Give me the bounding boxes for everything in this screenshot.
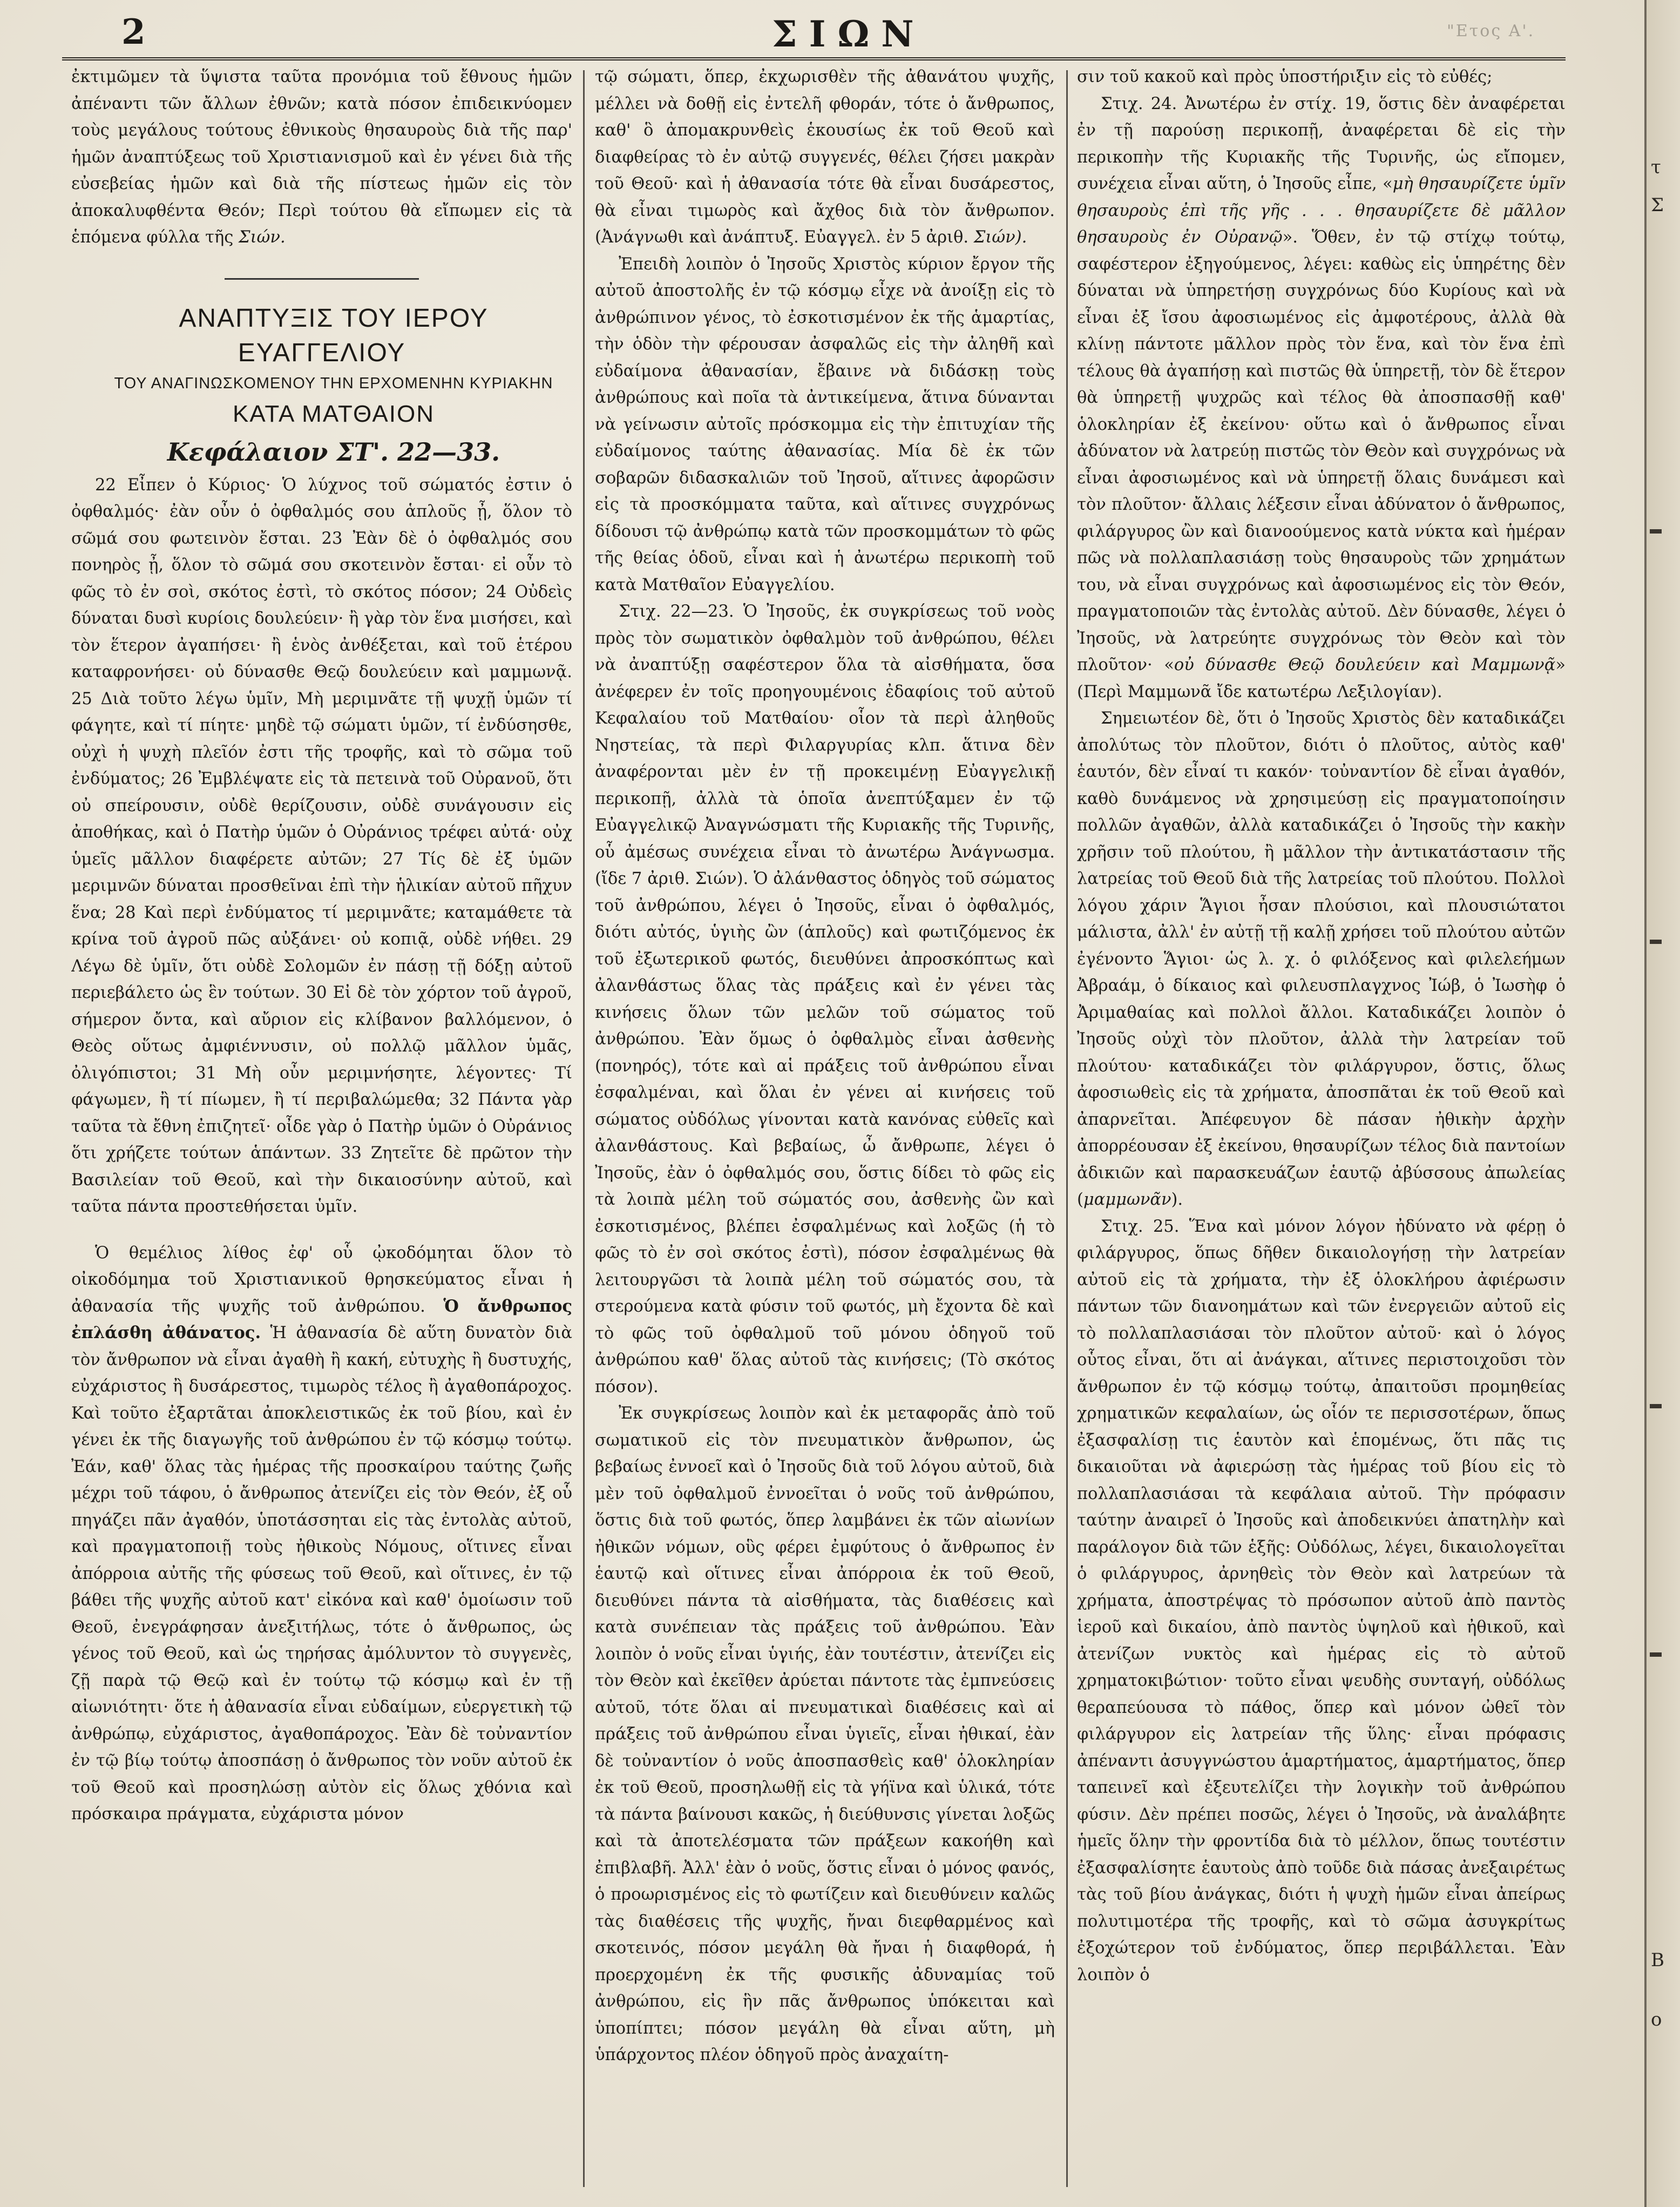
column-3 <box>1077 64 1566 2170</box>
col3-quote-2: οὐ δύνασθε Θεῷ δουλεύειν καὶ Μαμμωνᾷ <box>1174 656 1556 674</box>
col3-paragraph-b <box>1077 91 1566 706</box>
edge-mark-3 <box>1650 1404 1662 1408</box>
column-divider-2 <box>1066 70 1068 2187</box>
col3-text-c-end: ). <box>1171 1190 1183 1209</box>
intro-paragraph <box>71 64 572 251</box>
column-2 <box>595 64 1055 2170</box>
edge-fragment-2: Σ <box>1651 194 1664 216</box>
commentary-emphasis: Ὁ ἄνθρωπος ἐπλάσθη ἀθάνατος. <box>71 1296 572 1342</box>
scripture-verses: 22 Εἶπεν ὁ Κύριος· Ὁ λύχνος τοῦ σώματός ἐστιν ὁ ὀφθαλμός· ἐὰν οὖν ὁ ὀφθαλμός σου ἁπλοῦς ᾖ, ὅλον τὸ σῶμά σου φωτεινὸν ἔσται. 23 Ἐὰν δὲ ὁ ὀφθαλμός σου πονηρὸς ᾖ, ὅλον τὸ σῶμά σου σκοτεινὸν ἔσται· εἰ οὖν τὸ φῶς τὸ ἐν σοὶ, σκότος ἐστὶ, τὸ σκότος πόσον; 24 Οὐδεὶς δύναται δυσὶ κυρίοις δουλεύειν· ἢ γὰρ τὸν ἕνα μισήσει, καὶ τὸν ἕτερον ἀγαπήσει· ἢ ἑνὸς ἀνθέξεται, καὶ τοῦ ἑτέρου καταφρονήσει· οὐ δύνασθε Θεῷ δουλεύειν καὶ μαμμωνᾷ. 25 Διὰ τοῦτο λέγω ὑμῖν, Μὴ μεριμνᾶτε τῇ ψυχῇ ὑμῶν τί φάγητε, καὶ τί πίητε· μηδὲ τῷ σώματι ὑμῶν, τί ἐνδύσησθε, οὐχὶ ἡ ψυχὴ πλεῖόν ἐστι τῆς τροφῆς, καὶ τὸ σῶμα τοῦ ἐνδύματος; 26 Ἐμβλέψατε εἰς τὰ πετεινὰ τοῦ Οὐρανοῦ, ὅτι οὐ σπείρουσιν, οὐδὲ θερίζουσιν, οὐδὲ συνάγουσιν εἰς ἀποθήκας, καὶ ὁ Πατὴρ ὑμῶν ὁ Οὐράνιος τρέφει αὐτά· οὐχ ὑμεῖς μᾶλλον διαφέρετε αὐτῶν; 27 Τίς δὲ ἐξ ὑμῶν μεριμνῶν δύναται προσθεῖναι ἐπὶ τὴν ἡλικίαν αὐτοῦ πῆχυν ἕνα; 28 Καὶ περὶ ἐνδύματος τί μεριμνᾶτε; καταμάθετε τὰ κρίνα τοῦ ἀγροῦ πῶς αὐξάνει· οὐ κοπιᾷ, οὐδὲ νήθει. 29 Λέγω δὲ ὑμῖν, ὅτι οὐδὲ Σολομῶν ἐν πάσῃ τῇ δόξῃ αὐτοῦ περιεβάλετο ὡς ἓν τούτων. 30 Εἰ δὲ τὸν χόρτον τοῦ ἀγροῦ, σήμερον ὄντα, καὶ αὔριον εἰς κλίβανον βαλλόμενον, ὁ Θεὸς οὕτως ἀμφιέννυσιν, οὐ πολλῷ μᾶλλον ὑμᾶς, ὀλιγόπιστοι; 31 Μὴ οὖν μεριμνήσητε, λέγοντες· Τί φάγωμεν, ἢ τί πίωμεν, ἢ τί περιβαλώμεθα; 32 Πάντα γὰρ ταῦτα τὰ ἔθνη ἐπιζητεῖ· οἶδε γὰρ ὁ Πατὴρ ὑμῶν ὁ Οὐράνιος ὅτι χρήζετε τούτων ἁπάντων. 33 Ζητεῖτε δὲ πρῶτον τὴν Βασιλείαν τοῦ Θεοῦ, καὶ τὴν δικαιοσύνην αὐτοῦ, καὶ ταῦτα πάντα προστεθήσεται ὑμῖν. <box>71 475 572 1216</box>
article-subtitle: ΤΟΥ ΑΝΑΓΙΝΩΣΚΟΜΕΝΟΥ ΤΗΝ ΕΡΧΟΜΕΝΗΝ ΚΥΡΙΑΚΗΝ <box>114 374 553 392</box>
page-number: 2 <box>121 12 146 52</box>
column-divider-1 <box>583 70 585 2187</box>
section-divider <box>225 278 419 280</box>
col3-text-b3: » (Περὶ Μαμμωνᾶ ἴδε κατωτέρω Λεξιλογίαν). <box>1077 656 1566 701</box>
commentary-text-c: Ἡ ἀθανασία δὲ αὕτη δυνατὸν διὰ τὸν ἄνθρωπον νὰ εἶναι ἀγαθὴ ἢ κακή, εὐτυχὴς ἢ δυστυχής, εὐχάριστος ἢ δυσάρεστος, τιμωρὸς τέλος ἢ ἀγαθοπάροχος. Καὶ τοῦτο ἐξαρτᾶται ἀποκλειστικῶς ἐκ τοῦ βίου, καὶ ἐν γένει ἐκ τῆς διαγωγῆς τοῦ ἀνθρώπου ἐν τῷ κόσμῳ τούτῳ. Ἐάν, καθ' ὅλας τὰς ἡμέρας τῆς προσκαίρου ταύτης ζωῆς μέχρι τοῦ τάφου, ὁ ἄνθρωπος ἀτενίζει εἰς τὸν Θεόν, ἐξ οὗ πηγάζει πᾶν ἀγαθόν, ὑποτάσσηται εἰς τὰς ἐντολὰς αὐτοῦ, καὶ πραγματοποιῇ τοὺς ἠθικοὺς Νόμους, οἵτινες εἶναι ἀπόρροια αὐτῆς τῆς φύσεως τοῦ Θεοῦ, καὶ οἵτινες, ἐν τῷ βάθει τῆς ψυχῆς αὐτοῦ κατ' εἰκόνα καὶ καθ' ὁμοίωσιν τοῦ Θεοῦ, ἐνεγράφησαν ἀνεξιτήλως, τότε ὁ ἄνθρωπος, ὡς γένος τοῦ Θεοῦ, καὶ ὡς τηρήσας ἀμόλυντον τὸ συγγενὲς, ζῇ παρὰ τῷ Θεῷ καὶ ἐν τούτῳ τῷ κόσμῳ καὶ ἐν τῇ αἰωνιότητι· ὅτε ἡ ἀθανασία εἶναι εὐδαίμων, εὐεργετικὴ τῷ ἀνθρώπῳ, εὐχάριστος, ἀγαθοπάροχος. Ἐὰν δὲ τοὐναντίον ἐν τῷ βίῳ τούτῳ ἀποσπάσῃ ὁ ἄνθρωπος τὸν νοῦν αὐτοῦ ἐκ τοῦ Θεοῦ καὶ προσηλώσῃ αὐτὸν εἰς ὅλως χθόνια καὶ πρόσκαιρα πράγματα, εὐχάριστα μόνον <box>71 1324 572 1824</box>
col3-quote-1: μὴ θησαυρίζετε ὑμῖν θησαυροὺς ἐπὶ τῆς γῆς . . . θησαυρίζετε δὲ μᾶλλον θησαυροὺς ἐν Οὐρανῷ <box>1077 174 1566 247</box>
edge-fragment-4: ο <box>1651 2009 1662 2030</box>
col3-text-c: Σημειωτέον δὲ, ὅτι ὁ Ἰησοῦς Χριστὸς δὲν καταδικάζει ἀπολύτως τὸν πλοῦτον, διότι ὁ πλοῦτος, αὐτὸς καθ' ἑαυτόν, δὲν εἶναί τι κακόν· τοὐναντίον δὲ εἶναι ἀγαθόν, καθὸ δυνάμενος νὰ χρησιμεύσῃ εἰς πραγματοποίησιν πολλῶν ἀγαθῶν, ἀλλὰ καταδικάζει ὁ Ἰησοῦς τὴν κακὴν χρῆσιν τοῦ πλούτου, ἢ μᾶλλον τὴν ἀντικατάστασιν τῆς λατρείας τοῦ Θεοῦ διὰ τῆς λατρείας τοῦ πλούτου. Πολλοὶ λόγου χάριν Ἅγιοι ἦσαν πλούσιοι, καὶ πλουσιώτατοι μάλιστα, ἀλλ' ἐν αὐτῇ τῇ καλῇ χρήσει τοῦ πλούτου αὐτῶν ἐγένοντο Ἅγιοι· ὡς λ. χ. ὁ φιλόξενος καὶ φιλελεήμων Ἀβραάμ, ὁ δίκαιος καὶ φιλευσπλαγχνος Ἰώβ, ὁ Ἰωσὴφ ὁ Ἀριμαθαίας καὶ πολλοὶ ἄλλοι. Καταδικάζει λοιπὸν ὁ Ἰησοῦς οὐχὶ τὸν πλοῦτον, ἀλλὰ τὴν λατρείαν τοῦ πλούτου· καταδικάζει τὸν φιλάργυρον, ὅστις, ὅλως ἀφοσιωθεὶς εἰς τὰ χρήματα, ἀποσπᾶται ἐκ τοῦ Θεοῦ καὶ ἀπαρνεῖται. Ἀπέφευγον δὲ πάσαν ἠθικὴν ἀρχὴν ἀπορρέουσαν ἐξ ἐκείνου, θησαυρίζων τέλος διὰ παντοίων ἀδικιῶν καὶ παρασκευάζων ἑαυτῷ ἀβύσσους ἀπωλείας ( <box>1077 709 1566 1209</box>
header-faint-text: "Ετος Α'. <box>1447 22 1535 41</box>
col2-paragraph-b: Ἐπειδὴ λοιπὸν ὁ Ἰησοῦς Χριστὸς κύριον ἔργον τῆς αὐτοῦ ἀποστολῆς ἐν τῷ κόσμῳ εἶχε νὰ ἀνοίξῃ εἰς τὸ ἀνθρώπινον γένος, τὸ ἐσκοτισμένον ἐκ τῆς ἁμαρτίας, τὴν ὁδὸν τὴν φέρουσαν ἀσφαλῶς εἰς τὴν ἀληθῆ καὶ εὐδαίμονα ἀθανασίαν, ἔβαινε νὰ διδάσκῃ τοὺς ἀνθρώπους καὶ ποῖα τὰ ἀντικείμενα, ἅτινα δύνανται νὰ γείνωσιν αὐτοῖς πρόσκομμα εἰς τὴν ἐπιτυχίαν τῆς εὐδαίμονος ταύτης ἀθανασίας. Μία δὲ ἐκ τῶν σοβαρῶν διδασκαλιῶν τοῦ Ἰησοῦ, αἵτινες ἀφορῶσιν εἰς τὰ προσκόμματα ταῦτα, καὶ αἵτινες συγχρόνως δίδουσι τῷ ἀνθρώπῳ κατὰ τῶν προσκομμάτων τὸ φῶς τῆς θείας ὁδοῦ, εἶναι καὶ ἡ ἀνωτέρω περικοπὴ τοῦ κατὰ Ματθαῖον Εὐαγγελίου. <box>595 254 1055 595</box>
col2-paragraph-d: Ἐκ συγκρίσεως λοιπὸν καὶ ἐκ μεταφορᾶς ἀπὸ τοῦ σωματικοῦ εἰς τὸν πνευματικὸν ἄνθρωπον, ὡς βεβαίως ἐννοεῖ καὶ ὁ Ἰησοῦς διὰ τοῦ λόγου αὐτοῦ, διὰ μὲν τοῦ ὀφθαλμοῦ ἐννοεῖται ὁ νοῦς τοῦ ἀνθρώπου, ὅστις διὰ τοῦ φωτός, ὅπερ λαμβάνει ἐκ τῶν αἰωνίων ἠθικῶν νόμων, οὓς φέρει ἐμφύτους ὁ ἄνθρωπος ἐν ἑαυτῷ καὶ οἵτινες εἶναι ἀπόρροια ἐκ τοῦ Θεοῦ, διευθύνει πάντα τὰ αἰσθήματα, τὰς διαθέσεις καὶ κατὰ συνέπειαν τὰς πράξεις τοῦ ἀνθρώπου. Ἐὰν λοιπὸν ὁ νοῦς εἶναι ὑγιής, ἐὰν τουτέστιν, ἀτενίζει εἰς τὸν Θεὸν καὶ ἐκεῖθεν ἀρύεται πάντοτε τὰς ἐμπνεύσεις αὐτοῦ, τότε ὅλαι αἱ πνευματικαὶ διαθέσεις καὶ αἱ πράξεις τοῦ ἀνθρώπου εἶναι ὑγιεῖς, εἶναι ἠθικαί, ἐὰν δὲ τοὐναντίον ὁ νοῦς ἀποσπασθεὶς καθ' ὁλοκληρίαν ἐκ τοῦ Θεοῦ, προσηλωθῇ εἰς τὰ γήϊνα καὶ ὑλικά, τότε τὰ πάντα βαίνουσι κακῶς, ἡ διεύθυνσις γίνεται λοξῶς καὶ τὰ ἀποτελέσματα τῶν πράξεων κακοήθη καὶ ἐπιβλαβῆ. Ἀλλ' ἐὰν ὁ νοῦς, ὅστις εἶναι ὁ μόνος φανός, ὁ προωρισμένος εἰς τὸ φωτίζειν καὶ διευθύνειν καλῶς τὰς διαθέσεις τῆς ψυχῆς, ἤναι διεφθαρμένος καὶ σκοτεινός, πόσον μεγάλη θὰ ἤναι ἡ διαφθορά, ἡ προερχομένη ἐκ τῆς φυσικῆς ἀδυναμίας τοῦ ἀνθρώπου, εἰς ἣν πᾶς ἄνθρωπος ὑπόκειται καὶ ὑποπίπτει; πόσον μεγάλη θὰ εἶναι αὕτη, μὴ ὑπάρχοντος πλέον ὁδηγοῦ πρὸς ἀναχαίτη- <box>595 1404 1055 2064</box>
edge-fragment-1: τ <box>1651 157 1661 178</box>
col3-paragraph-c <box>1077 705 1566 1213</box>
article-gospel: ΚΑΤΑ ΜΑΤΘΑΙΟΝ <box>232 400 435 427</box>
header-rule <box>62 57 1566 60</box>
edge-mark-4 <box>1650 1652 1662 1657</box>
col2-sion-ref: Σιών). <box>973 228 1027 247</box>
col3-text-b1: Στιχ. 24. Ἀνωτέρω ἐν στίχ. 19, ὅστις δὲν ἀναφέρεται ἐν τῇ παρούσῃ περικοπῇ, ἀναφέρεται δὲ εἰς τὴν περικοπὴν τῆς Κυριακῆς τῆς Τυρινῆς, ὡς εἴπομεν, συνέχεια εἶναι αὕτη, ὁ Ἰησοῦς εἶπε, « <box>1077 94 1566 193</box>
masthead-title: ΣΙΩΝ <box>772 13 926 55</box>
chapter-heading: Κεφάλαιον ΣΤ'. 22—33. <box>167 437 500 467</box>
col3-paragraph-a: σιν τοῦ κακοῦ καὶ πρὸς ὑποστήριξιν εἰς τὸ εὐθές; <box>1077 68 1493 86</box>
col3-mammon: μαμμωνᾶν <box>1083 1190 1171 1209</box>
article-title: ΑΝΑΠΤΥΞΙΣ ΤΟΥ ΙΕΡΟΥ ΕΥΑΓΓΕΛΙΟΥ <box>179 303 489 367</box>
commentary-paragraph <box>71 1240 572 1828</box>
commentary-text-a: Ὁ θεμέλιος λίθος ἐφ' οὗ ᾠκοδόμηται ὅλον τὸ οἰκοδόμημα τοῦ Χριστιανικοῦ θρησκεύματος εἶναι ἡ ἀθανασία τῆς ψυχῆς τοῦ ἀνθρώπου. <box>71 1243 572 1316</box>
column-1 <box>71 64 572 2170</box>
intro-text: ἐκτιμῶμεν τὰ ὕψιστα ταῦτα προνόμια τοῦ ἔθνους ἡμῶν ἀπέναντι τῶν ἄλλων ἐθνῶν; κατὰ πόσον ἐπιδεικνύομεν τοὺς μεγάλους τούτους ἐθνικοὺς θησαυροὺς διὰ τῆς παρ' ἡμῶν ἀναπτύξεως τοῦ Χριστιανισμοῦ καὶ ἐν γένει διὰ τῆς εὐσεβείας ἡμῶν καὶ διὰ τῆς πίστεως ἡμῶν εἰς τὸν ἀποκαλυφθέντα Θεόν; Περὶ τούτου θὰ εἴπωμεν εἰς τὰ ἑπόμενα φύλλα τῆς <box>71 68 572 247</box>
edge-fragment-3: Β <box>1651 1949 1664 1971</box>
intro-sion: Σιών. <box>239 228 286 247</box>
col2-paragraph-c: Στιχ. 22—23. Ὁ Ἰησοῦς, ἐκ συγκρίσεως τοῦ νοὸς πρὸς τὸν σωματικὸν ὀφθαλμὸν τοῦ ἀνθρώπου, θέλει νὰ ἀναπτύξῃ σαφέστερον ὅλα τὰ αἰσθήματα, ὅσα ἀνέφερεν ἐν τοῖς προηγουμένοις ἐδαφίοις τοῦ αὐτοῦ Κεφαλαίου τοῦ Ματθαίου· οἷον τὰ περὶ ἀληθοῦς Νηστείας, τὰ περὶ Φιλαργυρίας κλπ. ἅτινα δὲν ἀναφέρονται μὲν ἐν τῇ προκειμένῃ Εὐαγγελικῇ περικοπῇ, ἀλλὰ τὰ ὁποῖα ἀνεπτύξαμεν ἐν τῷ Εὐαγγελικῷ Ἀναγνώσματι τῆς Κυριακῆς τῆς Τυρινῆς, οὗ ἀμέσως συνέχεια εἶναι τὸ ἀνωτέρω Ἀνάγνωσμα. (ἴδε 7 ἀριθ. Σιών). Ὁ ἀλάνθαστος ὁδηγὸς τοῦ σώματος τοῦ ἀνθρώπου, λέγει ὁ Ἰησοῦς, εἶναι ὁ ὀφθαλμός, διότι αὐτός, ὑγιὴς ὢν (ἁπλοῦς) καὶ φωτιζόμενος ἐκ τοῦ ἐξωτερικοῦ φωτός, διευθύνει ἀπροσκόπτως καὶ ἀλανθάστως ὅλας τὰς πράξεις καὶ ἐν γένει τὰς κινήσεις ὅλων τῶν μελῶν τοῦ σώματος τοῦ ἀνθρώπου. Ἐὰν ὅμως ὁ ὀφθαλμὸς εἶναι ἀσθενὴς (πονηρός), τότε καὶ αἱ πράξεις τοῦ ἀνθρώπου εἶναι ἐσφαλμέναι, καὶ ὅλαι ἐν γένει αἱ κινήσεις τοῦ σώματος οὐδόλως γίνονται κατὰ κανόνας εὐθεῖς καὶ ἀλανθάστους. Καὶ βεβαίως, ὦ ἄνθρωπε, λέγει ὁ Ἰησοῦς, ἐὰν ὁ ὀφθαλμός σου, ὅστις δίδει τὸ φῶς εἰς τὰ λοιπὰ μέλη τοῦ σώματός σου, ἀσθενὴς ὢν καὶ ἐσκοτισμένος, βλέπει ἐσφαλμένως καὶ λοξῶς (ἡ τὸ φῶς τὸ ἐν σοὶ σκότος ἐστὶ), πόσον ἐσφαλμένως θὰ λειτουργῶσι τὰ λοιπὰ μέλη τοῦ σώματός σου, τὰ στερούμενα κατὰ φύσιν τοῦ φωτός, μὴ ἔχοντα δὲ καὶ τὸ φῶς τοῦ ὀφθαλμοῦ τοῦ μόνου ὁδηγοῦ τοῦ ἀνθρώπου καθ' ὅλας αὐτοῦ τὰς κινήσεις; (Τὸ σκότος πόσον). <box>595 602 1055 1396</box>
col2-paragraph-a <box>595 64 1055 251</box>
adjacent-page-edge <box>1644 0 1680 2207</box>
col2-text-a: τῷ σώματι, ὅπερ, ἐκχωρισθὲν τῆς ἀθανάτου ψυχῆς, μέλλει νὰ δοθῇ εἰς ἐντελῆ φθοράν, τότε ὁ ἄνθρωπος, καθ' ὃ ἀπομακρυνθεὶς ἑκουσίως ἐκ τοῦ Θεοῦ καὶ διαφθείρας τὸ ἐν αὐτῷ συγγενές, θέλει ζήσει μακρὰν τοῦ Θεοῦ· καὶ ἡ ἀθανασία τότε θὰ εἶναι δυσάρεστος, θὰ εἶναι τιμωρὸς καὶ ἄχθος διὰ τὸν ἄνθρωπον. (Ἀνάγνωθι καὶ ἀνάπτυξ. Εὐαγγελ. ἐν 5 ἀριθ. <box>595 68 1055 247</box>
col3-paragraph-d: Στιχ. 25. Ἕνα καὶ μόνον λόγον ἠδύνατο νὰ φέρῃ ὁ φιλάργυρος, ὅπως δῆθεν δικαιολογήσῃ τὴν λατρείαν αὐτοῦ εἰς τὰ χρήματα, τὴν ἐξ ὁλοκλήρου ἀφιέρωσιν πάντων τῶν διανοημάτων καὶ τῶν ἐνεργειῶν αὐτοῦ εἰς τὸ πολλαπλασιάσαι τὸν πλοῦτον αὐτοῦ· καὶ ὁ λόγος οὗτος εἶναι, ὅτι αἱ ἀνάγκαι, αἵτινες περιστοιχοῦσι τὸν ἄνθρωπον ἐν τῷ κόσμῳ τούτῳ, ἀπαιτοῦσι προμηθείας χρηματικῶν κεφαλαίων, ὡς οἷόν τε περισσοτέρων, ὅπως ἐξασφαλίσῃ τις ἑαυτὸν καὶ ἑπομένως, ὅτι πᾶς τις δικαιοῦται νὰ ἀφιερώσῃ τὰς ἡμέρας τοῦ βίου εἰς τὸ πολλαπλασιάσαι τὰ κεφάλαια αὐτοῦ. Τὴν πρόφασιν ταύτην ἀναιρεῖ ὁ Ἰησοῦς καὶ ἀποδεικνύει ἀπατηλὴν καὶ παράλογον διὰ τῶν ἑξῆς: Οὐδόλως, λέγει, δικαιολογεῖται ὁ φιλάργυρος, ἀρνηθεὶς τὸν Θεὸν καὶ λατρεύων τὰ χρήματα, ἀποστρέψας τὸ πρόσωπον αὐτοῦ ἀπὸ παντὸς ἱεροῦ καὶ δικαίου, ἀπὸ παντὸς ὑψηλοῦ καὶ ἠθικοῦ, καὶ ἀτενίζων νυκτὸς καὶ ἡμέρας εἰς τὸ αὐτοῦ χρηματοκιβώτιον· τοῦτο εἶναι ψευδὴς συνταγή, οὐδόλως θεραπεύουσα τὸ πάθος, ὅπερ καὶ μόνον ὠθεῖ τὸν φιλάργυρον εἰς λατρείαν τῆς ὕλης· εἶναι πρόφασις ἀπέναντι ἀσυγγνώστου ἁμαρτήματος, ἁμαρτήματος, ὅπερ ταπεινεῖ καὶ ἐξευτελίζει τὴν λογικὴν τοῦ ἀνθρώπου φύσιν. Δὲν πρέπει ποσῶς, λέγει ὁ Ἰησοῦς, νὰ ἀναλάβητε ἡμεῖς ὅλην τὴν φροντίδα διὰ τὸ μέλλον, ὅπως τουτέστιν ἐξασφαλίσητε ἑαυτοὺς ἀπὸ τοῦδε διὰ πάσας ἀνεξαιρέτως τὰς τοῦ βίου ἀνάγκας, διότι ἡ ψυχὴ ἡμῶν εἶναι ἀπείρως πολυτιμοτέρα τῆς τροφῆς, καὶ τὸ σῶμα ἀσυγκρίτως ἐξοχώτερον τοῦ ἐνδύματος, ὅπερ περιβάλλεται. Ἐὰν λοιπὸν ὁ <box>1077 1217 1566 1985</box>
edge-mark-2 <box>1650 940 1662 944</box>
edge-mark-1 <box>1650 529 1662 534</box>
col3-text-b2: ». Ὅθεν, ἐν τῷ στίχῳ τούτῳ, σαφέστερον ἐξηγούμενος, λέγει: καθὼς εἰς ὑπηρέτης δὲν δύναται νὰ ὑπηρετήσῃ συγχρόνως δύο Κυρίους καὶ νὰ εἶναι ἐξ ἴσου ἀφοσιωμένος εἰς ἀμφοτέρους, ἀλλὰ θὰ κλίνῃ πάντοτε μᾶλλον πρὸς τὸν ἕνα, καὶ τὸν ἕνα ἐπὶ τέλους θὰ ἀγαπήσῃ καὶ πιστῶς θὰ ὑπηρετῇ, τὸν δὲ ἕτερον θὰ ὑπηρετῇ ψυχρῶς καὶ τέλος θὰ ἀποσπασθῇ καθ' ὁλοκληρίαν ἐξ ἐκείνου· οὕτω καὶ ὁ ἄνθρωπος εἶναι ἀδύνατον νὰ λατρεύῃ πιστῶς τὸν Θεὸν καὶ συγχρόνως νὰ εἶναι ἀφοσιωμένος καὶ νὰ ὑπηρετῇ ὅλαις δυνάμεσι καὶ τὸν πλοῦτον· ἄλλαις λέξεσιν εἶναι ἀδύνατον ὁ ἄνθρωπος, φιλάργυρος ὢν καὶ διανοούμενος κατὰ νύκτα καὶ ἡμέραν πῶς νὰ πολλαπλασιάσῃ τοὺς θησαυροὺς τῶν χρημάτων του, νὰ εἶναι συγχρόνως καὶ ἀφοσιωμένος εἰς τὸν Θεόν, πραγματοποιῶν τὰς ἐντολὰς αὐτοῦ. Δὲν δύνασθε, λέγει ὁ Ἰησοῦς, νὰ λατρεύητε συγχρόνως τὸν Θεὸν καὶ τὸν πλοῦτον· « <box>1077 228 1566 674</box>
